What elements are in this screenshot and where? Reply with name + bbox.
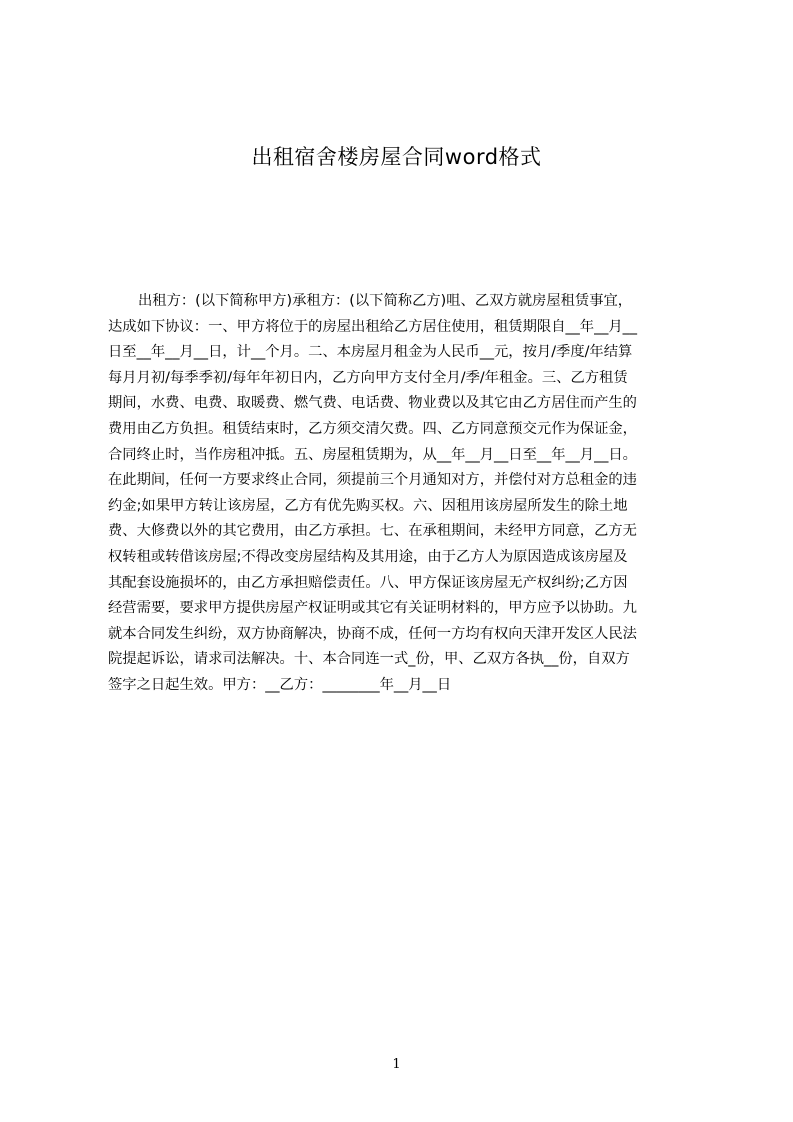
body-line: 院提起诉讼，请求司法解决。十、本合同连一式_份，甲、乙双方各执__份，自双方 <box>108 651 630 668</box>
body-line: 费用由乙方负担。租赁结束时，乙方须交清欠费。四、乙方同意预交元作为保证金， <box>108 420 637 437</box>
body-line: 约金;如果甲方转让该房屋，乙方有优先购买权。六、因租用该房屋所发生的除土地 <box>108 497 628 514</box>
body-line: 期间，水费、电费、取暖费、燃气费、电话费、物业费以及其它由乙方居住而产生的 <box>108 395 637 412</box>
document-title: 出租宿舍楼房屋合同word格式 <box>251 145 542 169</box>
body-line: 签字之日起生效。甲方：__乙方：________年__月__日 <box>108 676 452 693</box>
body-line: 每月月初/每季季初/每年年初日内，乙方向甲方支付全月/季/年租金。三、乙方租赁 <box>108 369 628 386</box>
body-line: 出租方：(以下简称甲方)承租方：(以下简称乙方)咀、乙双方就房屋租赁事宜， <box>138 293 633 309</box>
body-line: 合同终止时，当作房租冲抵。五、房屋租赁期为，从__年__月__日至__年__月__日。 <box>108 446 637 463</box>
body-line: 其配套设施损坏的，由乙方承担赔偿责任。八、甲方保证该房屋无产权纠纷;乙方因 <box>108 574 628 591</box>
contract-body <box>108 289 703 699</box>
body-line: 费、大修费以外的其它费用，由乙方承担。七、在承租期间，未经甲方同意，乙方无 <box>108 523 637 540</box>
body-line: 日至__年__月__日，计__个月。二、本房屋月租金为人民币__元，按月/季度/年结算 <box>108 344 633 361</box>
body-line: 达成如下协议：一、甲方将位于的房屋出租给乙方居住使用，租赁期限自__年__月__ <box>108 318 637 335</box>
body-line: 经营需要，要求甲方提供房屋产权证明或其它有关证明材料的，甲方应予以协助。九 <box>108 600 637 617</box>
body-line: 在此期间，任何一方要求终止合同，须提前三个月通知对方，并偿付对方总租金的违 <box>108 472 637 489</box>
body-line: 就本合同发生纠纷，双方协商解决，协商不成，任何一方均有权向天津开发区人民法 <box>108 625 637 642</box>
page-number: 1 <box>392 1057 401 1072</box>
body-line: 权转租或转借该房屋;不得改变房屋结构及其用途，由于乙方人为原因造成该房屋及 <box>108 548 628 565</box>
